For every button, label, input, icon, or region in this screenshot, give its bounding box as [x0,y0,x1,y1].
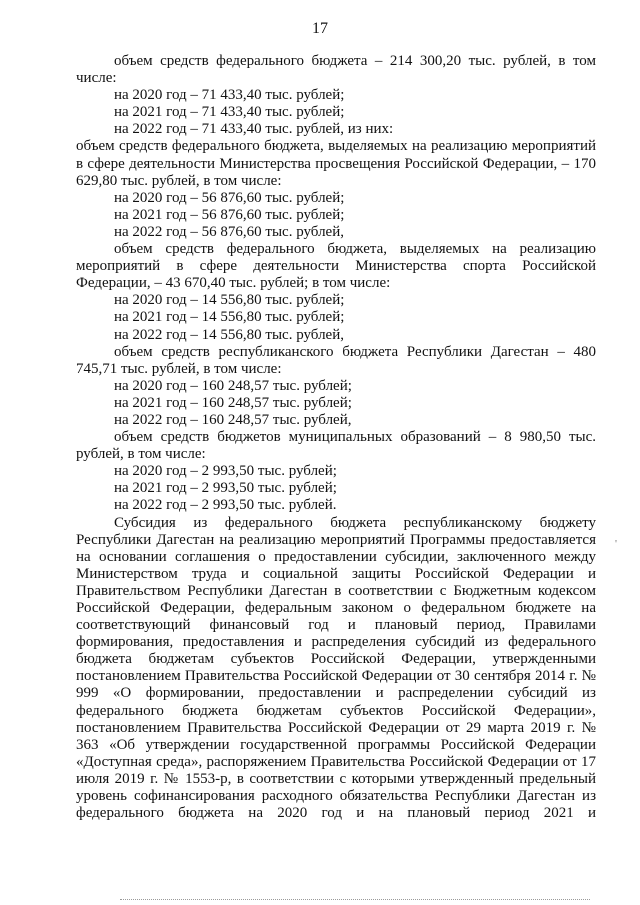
paragraph-municipal-budget: объем средств бюджетов муниципальных образований – 8 980,50 тыс. рублей, в том числе: [76,429,596,463]
list-item: на 2021 год – 14 556,80 тыс. рублей; [114,309,345,326]
list-item: на 2020 год – 56 876,60 тыс. рублей; [114,189,345,206]
document-body [76,53,596,822]
paragraph-education-ministry: объем средств федерального бюджета, выделяемых на реализацию мероприятий в сфере деятельности Министерства просвещения Российской Федерации, – 170 629,80 тыс. рублей, в том числе: [76,138,596,189]
list-item: на 2022 год – 160 248,57 тыс. рублей, [114,411,352,428]
paragraph-subsidy: Субсидия из федерального бюджета республиканскому бюджету Республики Дагестан на реализацию мероприятий Программы предоставляется на основании соглашения о предоставлении субсидии, заключенного между Министерством труда и социальной защиты Российской Федерации и Правительством Республики Дагестан в соответствии с Бюджетным кодексом Российской Федерации, федеральным законом о федеральном бюджете на соответствующий финансовый год и плановый период, Правилами формирования, предоставления и распределения субсидий из федерального бюджета бюджетам субъектов Российской Федерации, утвержденными постановлением Правительства Российской Федерации от 30 сентября 2014 г. № 999 «О формировании, предоставлении и распределении субсидий из федерального бюджета бюджетам субъектов Российской Федерации», постановлением Правительства Российской Федерации от 29 марта 2019 г. № 363 «Об утверждении государственной программы Российской Федерации «Доступная среда», распоряжением Правительства Российской Федерации от 17 июля 2019 г. № 1553-р, в соответствии с которыми утвержденный предельный уровень софинансирования расходного обязательства Республики Дагестан из федерального бюджета на 2020 год и на плановый период 2021 и [76,514,596,822]
list-item: на 2020 год – 14 556,80 тыс. рублей; [114,292,345,309]
list-item: на 2022 год – 56 876,60 тыс. рублей, [114,223,344,240]
scan-artifact-line [120,899,590,901]
paragraph-republic-budget: объем средств республиканского бюджета Республики Дагестан – 480 745,71 тыс. рублей, в том числе: [76,343,596,377]
list-item: на 2021 год – 56 876,60 тыс. рублей; [114,206,345,223]
paragraph-sport-ministry: объем средств федерального бюджета, выделяемых на реализацию мероприятий в сфере деятельности Министерства спорта Российской Федерации, – 43 670,40 тыс. рублей; в том числе: [76,241,596,292]
list-item: на 2021 год – 160 248,57 тыс. рублей; [114,394,352,411]
list-item: на 2020 год – 2 993,50 тыс. рублей; [114,463,337,480]
list-item: на 2021 год – 71 433,40 тыс. рублей; [114,104,345,121]
list-item: на 2020 год – 160 248,57 тыс. рублей; [114,377,352,394]
list-item: на 2022 год – 14 556,80 тыс. рублей, [114,326,344,343]
list-item: на 2021 год – 2 993,50 тыс. рублей; [114,480,337,497]
list-item: на 2022 год – 2 993,50 тыс. рублей. [114,497,337,514]
list-item: на 2022 год – 71 433,40 тыс. рублей, из них: [114,121,394,138]
page-number: 17 [312,20,328,37]
paragraph-federal-total: объем средств федерального бюджета – 214 300,20 тыс. рублей, в том числе: [76,53,596,87]
list-item: на 2020 год – 71 433,40 тыс. рублей; [114,87,345,104]
scan-mark: ' [615,538,617,550]
